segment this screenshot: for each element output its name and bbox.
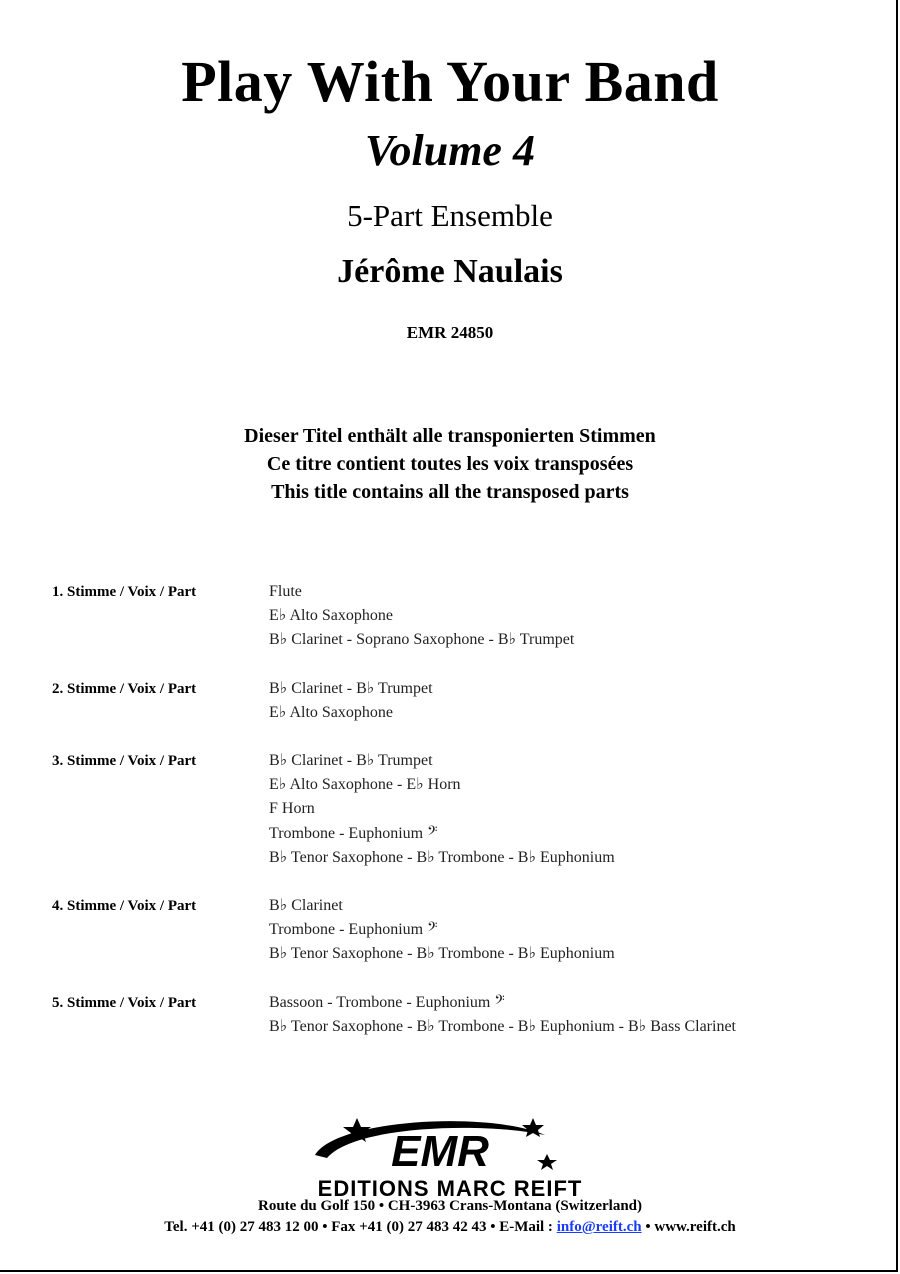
instrument-list xyxy=(269,580,574,653)
instrument-line: B♭ Tenor Saxophone - B♭ Trombone - B♭ Euphonium - B♭ Bass Clarinet xyxy=(269,1017,736,1035)
part-row xyxy=(52,894,852,967)
instrument-line: Flute xyxy=(269,583,302,600)
publisher-address: Route du Golf 150 • CH-3963 Crans-Montana (Switzerland) xyxy=(258,1198,642,1214)
notice-french: Ce titre contient toutes les voix transposées xyxy=(266,453,634,475)
instrument-line: B♭ Clarinet - B♭ Trumpet xyxy=(269,679,433,697)
part-row xyxy=(52,991,852,1039)
part-label: 3. Stimme / Voix / Part xyxy=(52,753,197,770)
website-text: • www.reift.ch xyxy=(641,1219,736,1235)
part-row xyxy=(52,677,852,725)
instrument-line: Trombone - Euphonium 𝄢 xyxy=(269,921,438,939)
instrument-line: B♭ Clarinet - B♭ Trumpet xyxy=(269,752,433,770)
parts-list xyxy=(52,580,852,1063)
part-label: 4. Stimme / Voix / Part xyxy=(52,898,197,915)
instrument-line: B♭ Tenor Saxophone - B♭ Trombone - B♭ Euphonium xyxy=(269,848,615,866)
publisher-name: EDITIONS MARC REIFT xyxy=(317,1176,583,1201)
part-row xyxy=(52,749,852,870)
instrument-line: B♭ Tenor Saxophone - B♭ Trombone - B♭ Euphonium xyxy=(269,945,615,963)
logo-star-small xyxy=(537,1154,557,1170)
notice-english: This title contains all the transposed parts xyxy=(271,481,629,503)
instrument-list xyxy=(269,991,736,1039)
transposition-notice xyxy=(0,422,900,506)
notice-german: Dieser Titel enthält alle transponierten Stimmen xyxy=(244,425,656,447)
catalog-number: EMR 24850 xyxy=(406,323,494,342)
part-row xyxy=(52,580,852,653)
logo-text: EMR xyxy=(391,1127,489,1176)
instrument-line: E♭ Alto Saxophone - E♭ Horn xyxy=(269,776,461,794)
part-label: 5. Stimme / Voix / Part xyxy=(52,994,197,1011)
emr-logo xyxy=(305,1110,565,1180)
logo-star-right xyxy=(522,1118,544,1137)
instrument-line: Trombone - Euphonium 𝄢 xyxy=(269,824,438,842)
contact-phone-fax: Tel. +41 (0) 27 483 12 00 • Fax +41 (0) 27 483 42 43 • E-Mail : xyxy=(164,1219,557,1235)
instrument-line: B♭ Clarinet xyxy=(269,897,343,915)
document-title: Play With Your Band xyxy=(181,49,719,114)
volume-subtitle: Volume 4 xyxy=(365,126,535,175)
publisher-contact xyxy=(0,1219,900,1236)
part-label: 2. Stimme / Voix / Part xyxy=(52,680,197,697)
instrument-line: B♭ Clarinet - Soprano Saxophone - B♭ Trumpet xyxy=(269,631,575,649)
instrument-line: Bassoon - Trombone - Euphonium 𝄢 xyxy=(269,993,505,1011)
instrument-list xyxy=(269,894,615,967)
instrument-list xyxy=(269,749,615,870)
ensemble-type: 5-Part Ensemble xyxy=(347,198,553,233)
email-link[interactable]: info@reift.ch xyxy=(556,1219,642,1235)
instrument-line: E♭ Alto Saxophone xyxy=(269,703,393,721)
composer-name: Jérôme Naulais xyxy=(337,253,563,290)
part-label: 1. Stimme / Voix / Part xyxy=(52,584,197,600)
instrument-line: E♭ Alto Saxophone xyxy=(269,607,393,625)
instrument-line: F Horn xyxy=(269,800,315,818)
instrument-list xyxy=(269,677,433,725)
